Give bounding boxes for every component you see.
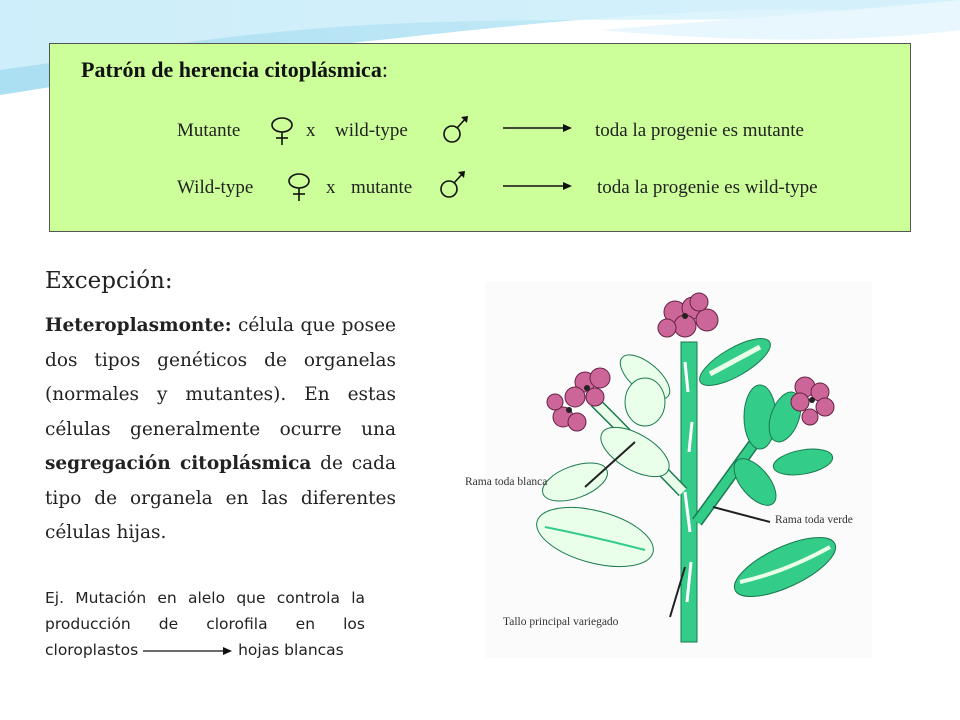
plant-illustration	[465, 282, 872, 658]
heteroplasmon-paragraph: Heteroplasmonte: célula que posee dos tipos genéticos de organelas (normales y mutantes). En estas células generalmente ocurre una segregación citoplásmica de cada tipo de organela en las diferentes células hijas.	[45, 315, 396, 543]
row1-result: toda la progenie es mutante	[595, 120, 804, 141]
row1-right: wild-type	[335, 120, 408, 141]
male-symbol-icon	[441, 114, 471, 146]
term-heteroplasmonte: Heteroplasmonte:	[45, 315, 232, 336]
row1-left: Mutante	[177, 120, 241, 141]
male-symbol-icon	[438, 169, 468, 201]
label-white-branch: Rama toda blanca	[465, 476, 548, 488]
result-arrow	[503, 122, 573, 134]
result-arrow	[503, 180, 573, 192]
variegated-plant-drawing	[485, 282, 872, 658]
row2-cross: x	[326, 177, 336, 198]
row1-cross: x	[306, 120, 316, 141]
exception-heading: Excepción:	[45, 268, 173, 294]
term-segregacion: segregación citoplásmica	[45, 453, 312, 474]
example-arrow	[143, 646, 233, 656]
row2-result: toda la progenie es wild-type	[597, 177, 818, 198]
inheritance-pattern-box	[49, 43, 911, 232]
label-green-branch: Rama toda verde	[775, 514, 853, 526]
box-title: Patrón de herencia citoplásmica:	[81, 57, 388, 82]
female-symbol-icon	[286, 170, 312, 202]
row2-left: Wild-type	[177, 177, 254, 198]
female-symbol-icon	[269, 114, 295, 146]
row2-right: mutante	[351, 177, 413, 198]
example-paragraph: Ej. Mutación en alelo que controla la producción de clorofila en los cloroplastos hojas blancas	[45, 589, 365, 659]
label-stem: Tallo principal variegado	[503, 616, 619, 628]
